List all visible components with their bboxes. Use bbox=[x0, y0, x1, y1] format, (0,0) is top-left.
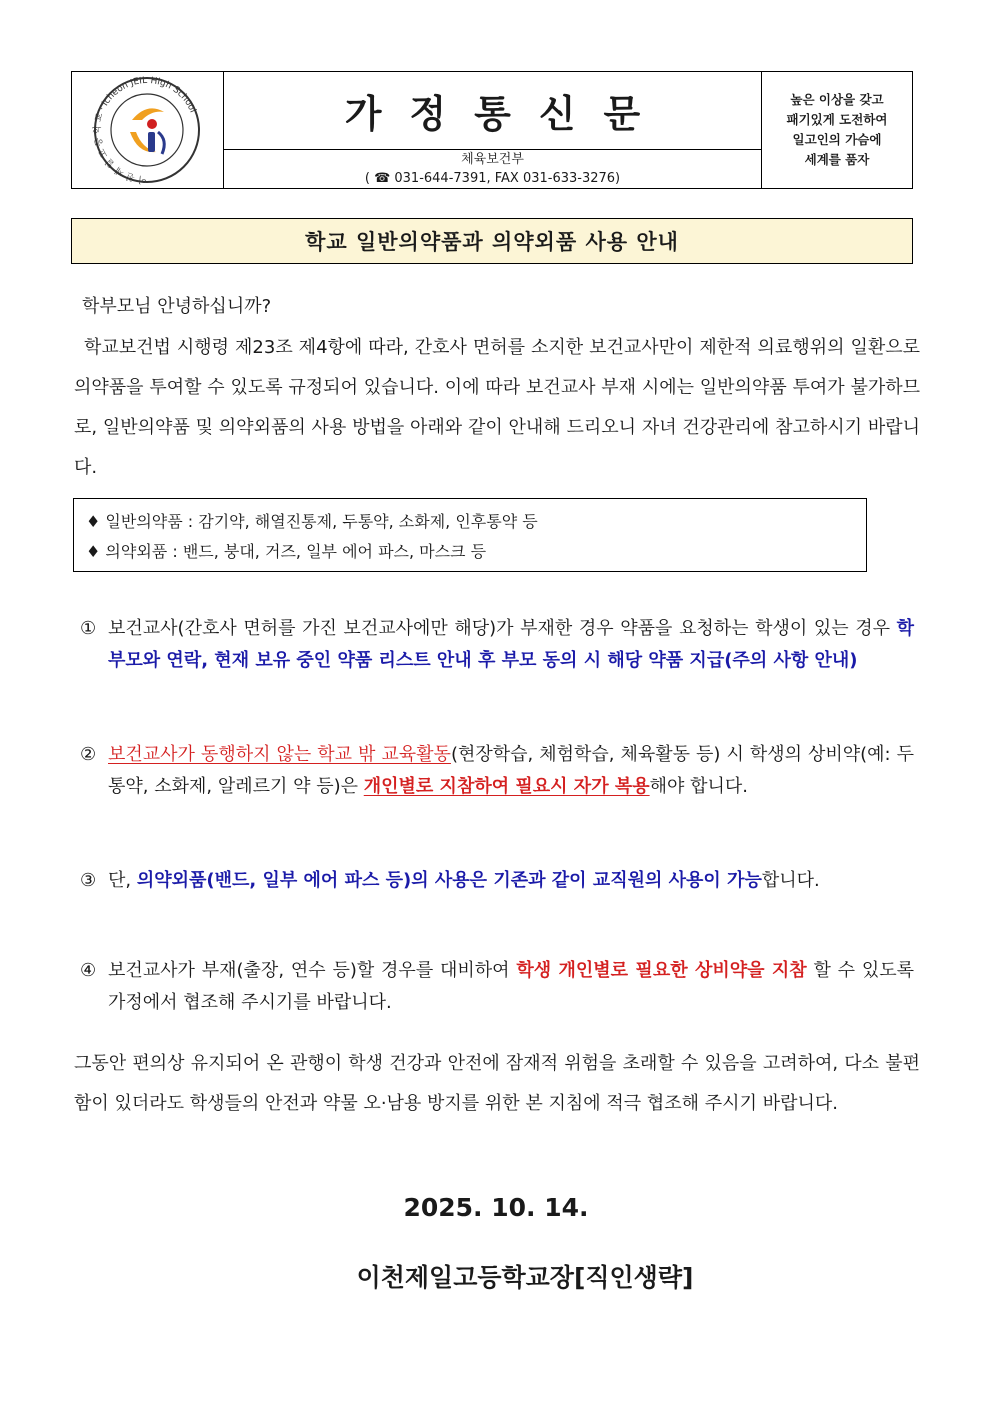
subject-box bbox=[71, 218, 913, 264]
item-text: 보건교사(간호사 면허를 가진 보건교사에만 해당)가 부재한 경우 약품을 요청하는 학생이 있는 경우 bbox=[108, 618, 897, 639]
school-motto bbox=[762, 72, 912, 188]
item-text: 합니다. bbox=[761, 870, 820, 891]
department-label: 체육보건부 bbox=[461, 152, 524, 167]
item-highlight-blue: 의약외품(밴드, 일부 에어 파스 등)의 사용은 기존과 같이 교직원의 사용이 가능 bbox=[136, 870, 762, 891]
school-emblem-icon bbox=[72, 72, 223, 188]
contact-info: ( ☎ 031-644-7391, FAX 031-633-3276) bbox=[364, 171, 621, 186]
title-cell bbox=[224, 72, 762, 188]
school-logo-cell bbox=[72, 72, 224, 188]
emblem-ring-text: 이 천 제 일 고 등 학 교 · Icheon JEIL High School bbox=[93, 75, 198, 185]
item-text: 해야 합니다. bbox=[649, 775, 749, 797]
notice-item-1 bbox=[80, 613, 914, 676]
info-line-general-medicine: ♦ 일반의약품 : 감기약, 해열진통제, 두통약, 소화제, 인후통약 등 bbox=[86, 512, 538, 531]
notice-item-2 bbox=[80, 739, 914, 802]
item-number: ② bbox=[80, 744, 97, 765]
item-highlight-red-underline: 개인별로 지참하여 필요시 자가 복용 bbox=[363, 775, 650, 797]
item-text: 보건교사가 부재(출장, 연수 등)할 경우를 대비하여 bbox=[108, 960, 517, 981]
letterhead bbox=[71, 71, 913, 189]
item-highlight-red: 학생 개인별로 필요한 상비약을 지참 bbox=[516, 960, 807, 981]
greeting: 학부모님 안녕하십니까? bbox=[82, 296, 272, 317]
motto-line: 일고인의 가슴에 bbox=[792, 132, 882, 147]
document-title: 가정통신문 bbox=[344, 92, 669, 136]
motto-line: 세계를 품자 bbox=[804, 152, 870, 167]
motto-line: 높은 이상을 갖고 bbox=[790, 92, 884, 107]
item-text: 할 수 있도록 가정에서 협조해 주시기를 바랍니다. bbox=[108, 960, 915, 1013]
notice-item-3 bbox=[80, 865, 914, 897]
item-highlight-red-underline: 보건교사가 동행하지 않는 학교 밖 교육활동 bbox=[108, 744, 451, 765]
medicine-info-box bbox=[73, 498, 867, 572]
info-line-quasi-drugs: ♦ 의약외품 : 밴드, 붕대, 거즈, 일부 에어 파스, 마스크 등 bbox=[86, 542, 487, 561]
item-number: ③ bbox=[80, 870, 97, 891]
item-highlight-blue: 학부모와 연락, 현재 보유 중인 약품 리스트 안내 후 부모 동의 시 해당 약품 지급(주의 사항 안내) bbox=[108, 618, 914, 671]
item-text: 단, bbox=[108, 870, 137, 891]
notice-item-4 bbox=[80, 955, 914, 1018]
signer: 이천제일고등학교장[직인생략] bbox=[356, 1263, 694, 1292]
intro-paragraph: 학교보건법 시행령 제23조 제4항에 따라, 간호사 면허를 소지한 보건교사만이 제한적 의료행위의 일환으로 의약품을 투여할 수 있도록 규정되어 있습니다. 이에 따라 보건교사 부재 시에는 일반의약품 투여가 불가하므로, 일반의약품 및 의약외품의 사용 방법을 아래와 같이 안내해 드리오니 자녀 건강관리에 참고하시기 바랍니다. bbox=[74, 337, 920, 478]
subject-title: 학교 일반의약품과 의약외품 사용 안내 bbox=[305, 230, 679, 254]
issue-date: 2025. 10. 14. bbox=[403, 1193, 589, 1222]
closing-paragraph: 그동안 편의상 유지되어 온 관행이 학생 건강과 안전에 잠재적 위험을 초래할 수 있음을 고려하여, 다소 불편함이 있더라도 학생들의 안전과 약물 오·남용 방지를 위한 본 지침에 적극 협조해 주시기 바랍니다. bbox=[74, 1053, 920, 1114]
motto-line: 패기있게 도전하여 bbox=[786, 112, 888, 127]
item-text: (현장학습, 체험학습, 체육활동 등) 시 학생의 상비약(예: 두통약, 소화제, 알레르기 약 등)은 bbox=[108, 744, 915, 797]
item-number: ① bbox=[80, 618, 97, 639]
item-number: ④ bbox=[80, 960, 97, 981]
